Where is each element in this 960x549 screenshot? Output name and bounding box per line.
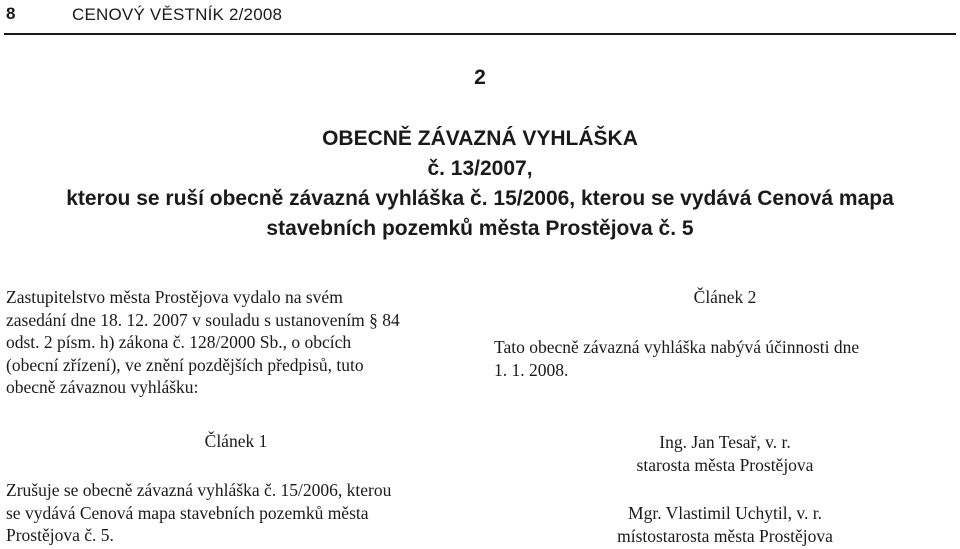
signature-mayor: [494, 431, 956, 476]
document-title: [0, 124, 960, 244]
intro-line: zasedání dne 18. 12. 2007 v souladu s ustanovením § 84: [6, 309, 400, 330]
article-2-heading: Článek 2: [693, 287, 757, 307]
intro-line: obecně závaznou vyhlášku:: [6, 377, 199, 397]
intro-paragraph: [6, 286, 466, 399]
article-1-heading: Článek 1: [204, 431, 268, 451]
article-1-line: se vydává Cenová mapa stavebních pozemků města: [6, 502, 369, 523]
article-1-body: [6, 479, 466, 547]
article-1-line: Zrušuje se obecně závazná vyhláška č. 15/2006, kterou: [6, 480, 392, 500]
page-header: [6, 4, 954, 28]
journal-title: CENOVÝ VĚSTNÍK 2/2008: [72, 5, 283, 24]
intro-line: (obecní zřízení), ve znění pozdějších předpisů, tuto: [6, 354, 364, 375]
document-number: 2: [474, 66, 486, 89]
intro-line: odst. 2 písm. h) zákona č. 128/2000 Sb., o obcích: [6, 332, 352, 352]
signature-role: starosta města Prostějova: [636, 454, 814, 475]
intro-line: Zastupitelstvo města Prostějova vydalo na svém: [6, 287, 343, 307]
page-number: 8: [6, 4, 16, 23]
title-line: kterou se ruší obecně závazná vyhláška č. 15/2006, kterou se vydává Cenová mapa: [66, 187, 894, 210]
article-2-line: 1. 1. 2008.: [494, 359, 569, 380]
signature-role: místostarosta města Prostějova: [617, 525, 833, 546]
article-2-line: Tato obecně závazná vyhláška nabývá účinnosti dne: [494, 337, 860, 357]
header-rule: [4, 33, 956, 35]
signature-name: Ing. Jan Tesař, v. r.: [659, 432, 791, 452]
title-line: stavebních pozemků města Prostějova č. 5: [266, 217, 694, 240]
signature-name: Mgr. Vlastimil Uchytil, v. r.: [628, 503, 822, 523]
title-line: OBECNĚ ZÁVAZNÁ VYHLÁŠKA: [322, 127, 638, 150]
article-2-body: [494, 336, 956, 381]
article-1-line: Prostějova č. 5.: [6, 525, 114, 545]
title-line: č. 13/2007,: [427, 157, 533, 180]
signature-deputy-mayor: [494, 502, 956, 547]
